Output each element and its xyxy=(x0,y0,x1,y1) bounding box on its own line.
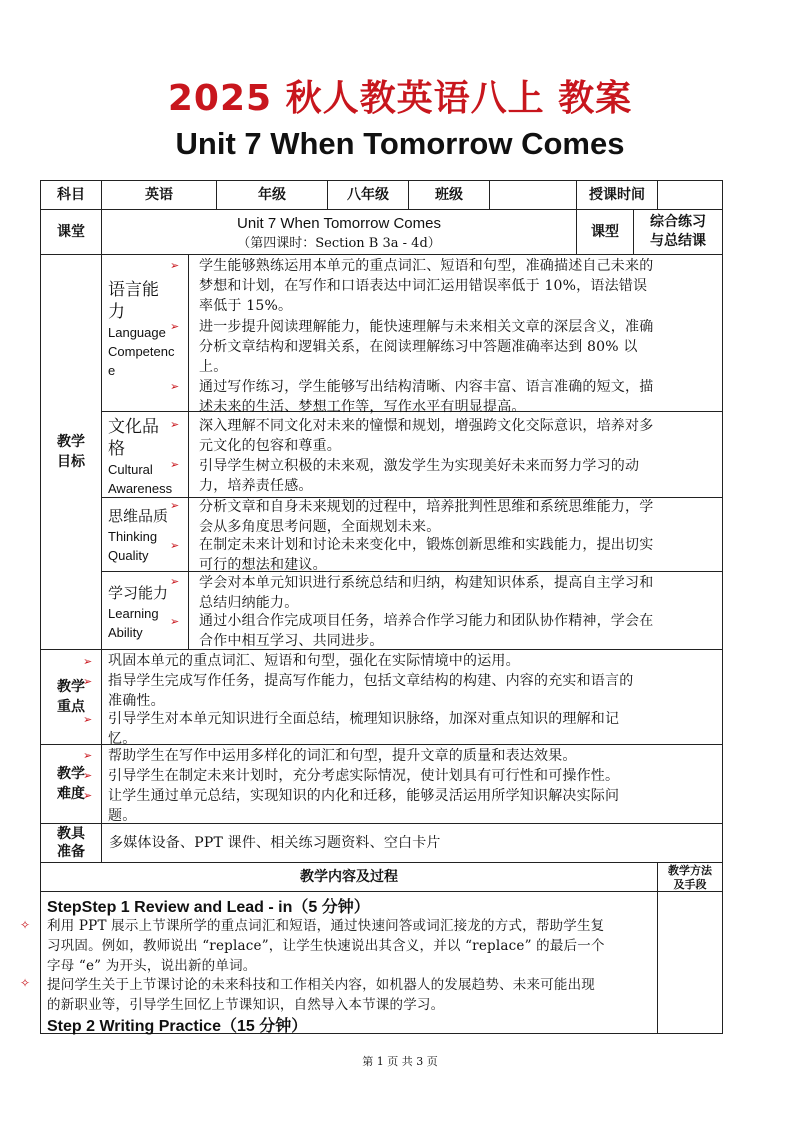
lesson-type-label: 课型 xyxy=(576,209,634,255)
bullet-arrow-icon: ➢ xyxy=(83,749,93,762)
time-label: 授课时间 xyxy=(576,180,658,210)
dimension-learning xyxy=(108,582,188,642)
objectives-label-2: 目标 xyxy=(57,454,85,470)
difficulty-2: 引导学生在制定未来计划时，充分考虑实际情况，使计划具有可行性和可操作性。 xyxy=(108,768,620,784)
objective-culture-2: 引导学生树立积极的未来观，激发学生为实现美好未来而努力学习的动 力，培养责任感。 xyxy=(199,458,640,494)
objective-thinking-1: 分析文章和自身未来规划的过程中，培养批判性思维和系统思维能力，学 会从多角度思考问题，全面规划未来。 xyxy=(199,499,654,535)
difficulty-3: 让学生通过单元总结，实现知识的内化和迁移，能够灵活运用所学知识解决实际问 题。 xyxy=(108,788,620,824)
method-header-1: 教学方法 xyxy=(668,864,712,877)
bullet-arrow-icon: ➢ xyxy=(170,615,180,628)
class-label: 班级 xyxy=(408,180,490,210)
materials-value: 多媒体设备、PPT 课件、相关练习题资料、空白卡片 xyxy=(109,835,441,851)
lesson-title: Unit 7 When Tomorrow Comes xyxy=(237,215,441,232)
dim-learning-cn-1: 学习能力 xyxy=(108,584,169,602)
bullet-arrow-icon: ➢ xyxy=(83,769,93,782)
dim-language-en-2: Competenc xyxy=(108,344,175,359)
process-header: 教学内容及过程 xyxy=(40,862,658,892)
objective-language-3: 通过写作练习，学生能够写出结构清晰、内容丰富、语言准确的短文，描 述未来的生活、梦想工作等，写作水平有明显提高。 xyxy=(199,379,654,415)
dim-thinking-en-1: Thinking xyxy=(108,529,158,544)
dim-language-cn-1: 语言能 xyxy=(108,280,159,300)
dim-culture-cn-2: 格 xyxy=(108,439,125,459)
grade-label: 年级 xyxy=(216,180,328,210)
method-header xyxy=(657,862,723,892)
objective-learning-1: 学会对本单元知识进行系统总结和归纳，构建知识体系，提高自主学习和 总结归纳能力。 xyxy=(199,575,654,611)
class-value xyxy=(489,180,577,210)
subject-value: 英语 xyxy=(101,180,217,210)
bullet-arrow-icon: ➢ xyxy=(83,713,93,726)
dim-culture-en-2: Awareness xyxy=(108,481,173,496)
objectives-label-1: 教学 xyxy=(57,434,85,450)
page-title: 2025 秋人教英语八上 教案 xyxy=(167,78,633,119)
method-content xyxy=(657,891,723,1034)
difficulty-1: 帮助学生在写作中运用多样化的词汇和句型，提升文章的质量和表达效果。 xyxy=(108,748,577,764)
bullet-arrow-icon: ➢ xyxy=(170,380,180,393)
materials-label-2: 准备 xyxy=(57,844,85,860)
dimension-thinking xyxy=(108,505,188,565)
grade-value: 八年级 xyxy=(327,180,409,210)
key-point-2: 指导学生完成写作任务，提高写作能力，包括文章结构的构建、内容的充实和语言的 准确性。 xyxy=(108,673,634,709)
bullet-arrow-icon: ➢ xyxy=(170,539,180,552)
dim-learning-en-1: Learning xyxy=(108,606,159,621)
objective-thinking-2: 在制定未来计划和讨论未来变化中，锻炼创新思维和实践能力，提出切实 可行的想法和建议。 xyxy=(199,537,654,573)
objective-culture-1: 深入理解不同文化对未来的憧憬和规划，增强跨文化交际意识，培养对多 元文化的包容和尊重。 xyxy=(199,418,654,454)
bullet-arrow-icon: ➢ xyxy=(170,259,180,272)
lesson-type-value xyxy=(633,209,723,255)
difficulties-label-2: 难度 xyxy=(57,786,85,802)
step1-item-2: 提问学生关于上节课讨论的未来科技和工作相关内容，如机器人的发展趋势、未来可能出现 的新职业等，引导学生回忆上节课知识，自然导入本节课的学习。 xyxy=(47,977,595,1013)
diamond-bullet-icon: ✧ xyxy=(20,976,31,990)
lesson-section: （第四课时：Section B 3a - 4d） xyxy=(237,236,441,251)
dim-language-cn-2: 力 xyxy=(108,302,125,322)
dim-language-en-1: Language xyxy=(108,325,166,340)
bullet-arrow-icon: ➢ xyxy=(83,655,93,668)
materials-label xyxy=(40,823,102,863)
diamond-bullet-icon: ✧ xyxy=(20,918,31,932)
bullet-arrow-icon: ➢ xyxy=(170,499,180,512)
difficulties-label xyxy=(40,744,102,824)
lesson-label: 课堂 xyxy=(40,209,102,255)
objective-language-2: 进一步提升阅读理解能力，能快速理解与未来相关文章的深层含义，准确 分析文章结构和逻辑关系，在阅读理解练习中答题准确率达到 80% 以 上。 xyxy=(199,319,654,375)
dim-language-en-3: e xyxy=(108,363,116,378)
objectives-label xyxy=(40,254,102,650)
time-value xyxy=(657,180,723,210)
dim-thinking-en-2: Quality xyxy=(108,548,149,563)
method-header-2: 及手段 xyxy=(673,878,707,891)
bullet-arrow-icon: ➢ xyxy=(170,418,180,431)
key-point-3: 引导学生对本单元知识进行全面总结，梳理知识脉络，加深对重点知识的理解和记 忆。 xyxy=(108,711,620,747)
materials-content xyxy=(101,823,723,863)
step2-title: Step 2 Writing Practice（15 分钟） xyxy=(47,1018,308,1035)
bullet-arrow-icon: ➢ xyxy=(83,789,93,802)
step1-title: StepStep 1 Review and Lead - in（5 分钟） xyxy=(47,899,370,916)
key-point-1: 巩固本单元的重点词汇、短语和句型，强化在实际情境中的运用。 xyxy=(108,653,520,669)
lesson-title-cell xyxy=(101,209,577,255)
difficulties-label-1: 教学 xyxy=(57,766,85,782)
dim-culture-cn-1: 文化品 xyxy=(108,417,159,437)
objective-learning-2: 通过小组合作完成项目任务，培养合作学习能力和团队协作精神，学会在 合作中相互学习、共同进步。 xyxy=(199,613,654,649)
unit-title: Unit 7 When Tomorrow Comes xyxy=(175,126,625,161)
bullet-arrow-icon: ➢ xyxy=(83,675,93,688)
dim-thinking-cn-1: 思维品质 xyxy=(108,507,169,525)
page-footer: 第 1 页 共 3 页 xyxy=(362,1055,438,1068)
bullet-arrow-icon: ➢ xyxy=(170,458,180,471)
materials-label-1: 教具 xyxy=(57,826,85,842)
dim-learning-en-2: Ability xyxy=(108,625,143,640)
key-points-label-2: 重点 xyxy=(57,699,85,715)
key-points-label-1: 教学 xyxy=(57,679,85,695)
step1-item-1: 利用 PPT 展示上节课所学的重点词汇和短语，通过快速问答或词汇接龙的方式，帮助学生复 习巩固。例如，教师说出 “replace”，让学生快速说出其含义，并以 “replace” 的最后一个 字母 “e” 为开头，说出新的单词。 xyxy=(47,918,605,974)
dim-culture-en-1: Cultural xyxy=(108,462,153,477)
bullet-arrow-icon: ➢ xyxy=(170,575,180,588)
lesson-type-line-2: 与总结课 xyxy=(650,233,706,249)
subject-label: 科目 xyxy=(40,180,102,210)
lesson-type-line-1: 综合练习 xyxy=(650,214,706,230)
key-points-label xyxy=(40,649,102,745)
objective-language-1: 学生能够熟练运用本单元的重点词汇、短语和句型，准确描述自己未来的 梦想和计划，在写作和口语表达中词汇运用错误率低于 10%，语法错误 率低于 15%。 xyxy=(199,258,654,314)
bullet-arrow-icon: ➢ xyxy=(170,320,180,333)
